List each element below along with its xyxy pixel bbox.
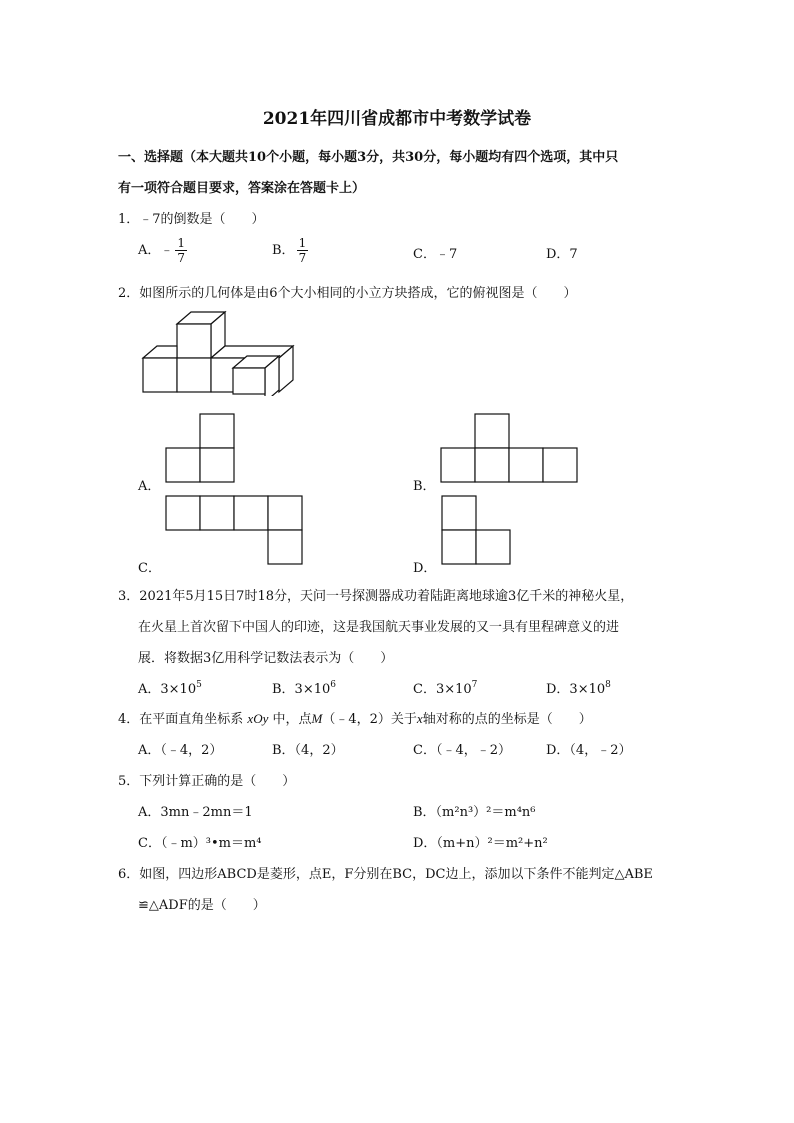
question-1-option-b: B． $\frac{1}{7}$ (272, 236, 307, 265)
question-1-option-d: D．7 (546, 247, 578, 262)
question-3-option-a: A．$3\times 10^5$ (138, 680, 202, 697)
question-4-option-d: D．（4，﹣2） (546, 743, 632, 758)
question-5-option-d: D．（m+n）²＝m²+n² (413, 836, 548, 851)
question-4-option-b: B．（4，2） (272, 743, 344, 758)
question-6-line-1: 6．如图，四边形ABCD是菱形，点E，F分别在BC，DC边上，添加以下条件不能判定△ABE (118, 867, 653, 882)
question-3-line-3: 展．将数据3亿用科学记数法表示为（ ） (138, 651, 394, 666)
question-2-option-c: C． (138, 561, 161, 576)
option-a-top-view (164, 412, 238, 484)
page-title: 2021年四川省成都市中考数学试卷 (262, 109, 532, 129)
question-4-option-c: C．（﹣4，﹣2） (413, 743, 511, 758)
question-1-option-c: C．﹣7 (413, 247, 458, 262)
option-b-top-view (440, 412, 580, 484)
question-5-option-c: C．（﹣m）³•m＝m⁴ (138, 836, 262, 851)
question-6-line-2: ≌△ADF的是（ ） (138, 898, 266, 913)
question-3-line-1: 3．2021年5月15日7时18分，天问一号探测器成功着陆距离地球逾3亿千米的神秘火星， (118, 589, 634, 604)
cube-solid-figure (138, 308, 298, 396)
question-3-option-b: B．$3\times 10^6$ (272, 680, 336, 697)
question-2-stem: 2．如图所示的几何体是由6个大小相同的小立方块搭成，它的俯视图是（ ） (118, 286, 577, 301)
option-d-top-view (440, 494, 514, 566)
option-c-top-view (164, 494, 306, 566)
question-4-option-a: A．（﹣4，2） (138, 743, 223, 758)
question-2-option-b: B． (413, 479, 436, 494)
question-5-option-a: A．3mn﹣2mn＝1 (138, 805, 253, 820)
question-1-option-a: A．﹣ $\frac{1}{7}$ (138, 236, 186, 265)
question-2-option-d: D． (413, 561, 437, 576)
question-1-stem: 1．﹣7的倒数是（ ） (118, 212, 265, 227)
question-3-option-c: C．$3\times 10^7$ (413, 680, 478, 697)
section-heading-line2: 有一项符合题目要求，答案涂在答题卡上） (118, 181, 366, 196)
section-heading-line1: 一、选择题（本大题共10个小题，每小题3分，共30分，每小题均有四个选项，其中只 (118, 150, 619, 165)
question-5-stem: 5．下列计算正确的是（ ） (118, 774, 296, 789)
question-3-line-2: 在火星上首次留下中国人的印迹，这是我国航天事业发展的又一具有里程碑意义的进 (138, 620, 620, 635)
question-2-option-a: A． (138, 479, 161, 494)
question-4-stem: 4．在平面直角坐标系 xOy 中，点M（﹣4，2）关于x轴对称的点的坐标是（ ） (118, 711, 592, 727)
question-5-option-b: B．（m²n³）²＝m⁴n⁶ (413, 805, 536, 820)
question-3-option-d: D．$3\times 10^8$ (546, 680, 611, 697)
